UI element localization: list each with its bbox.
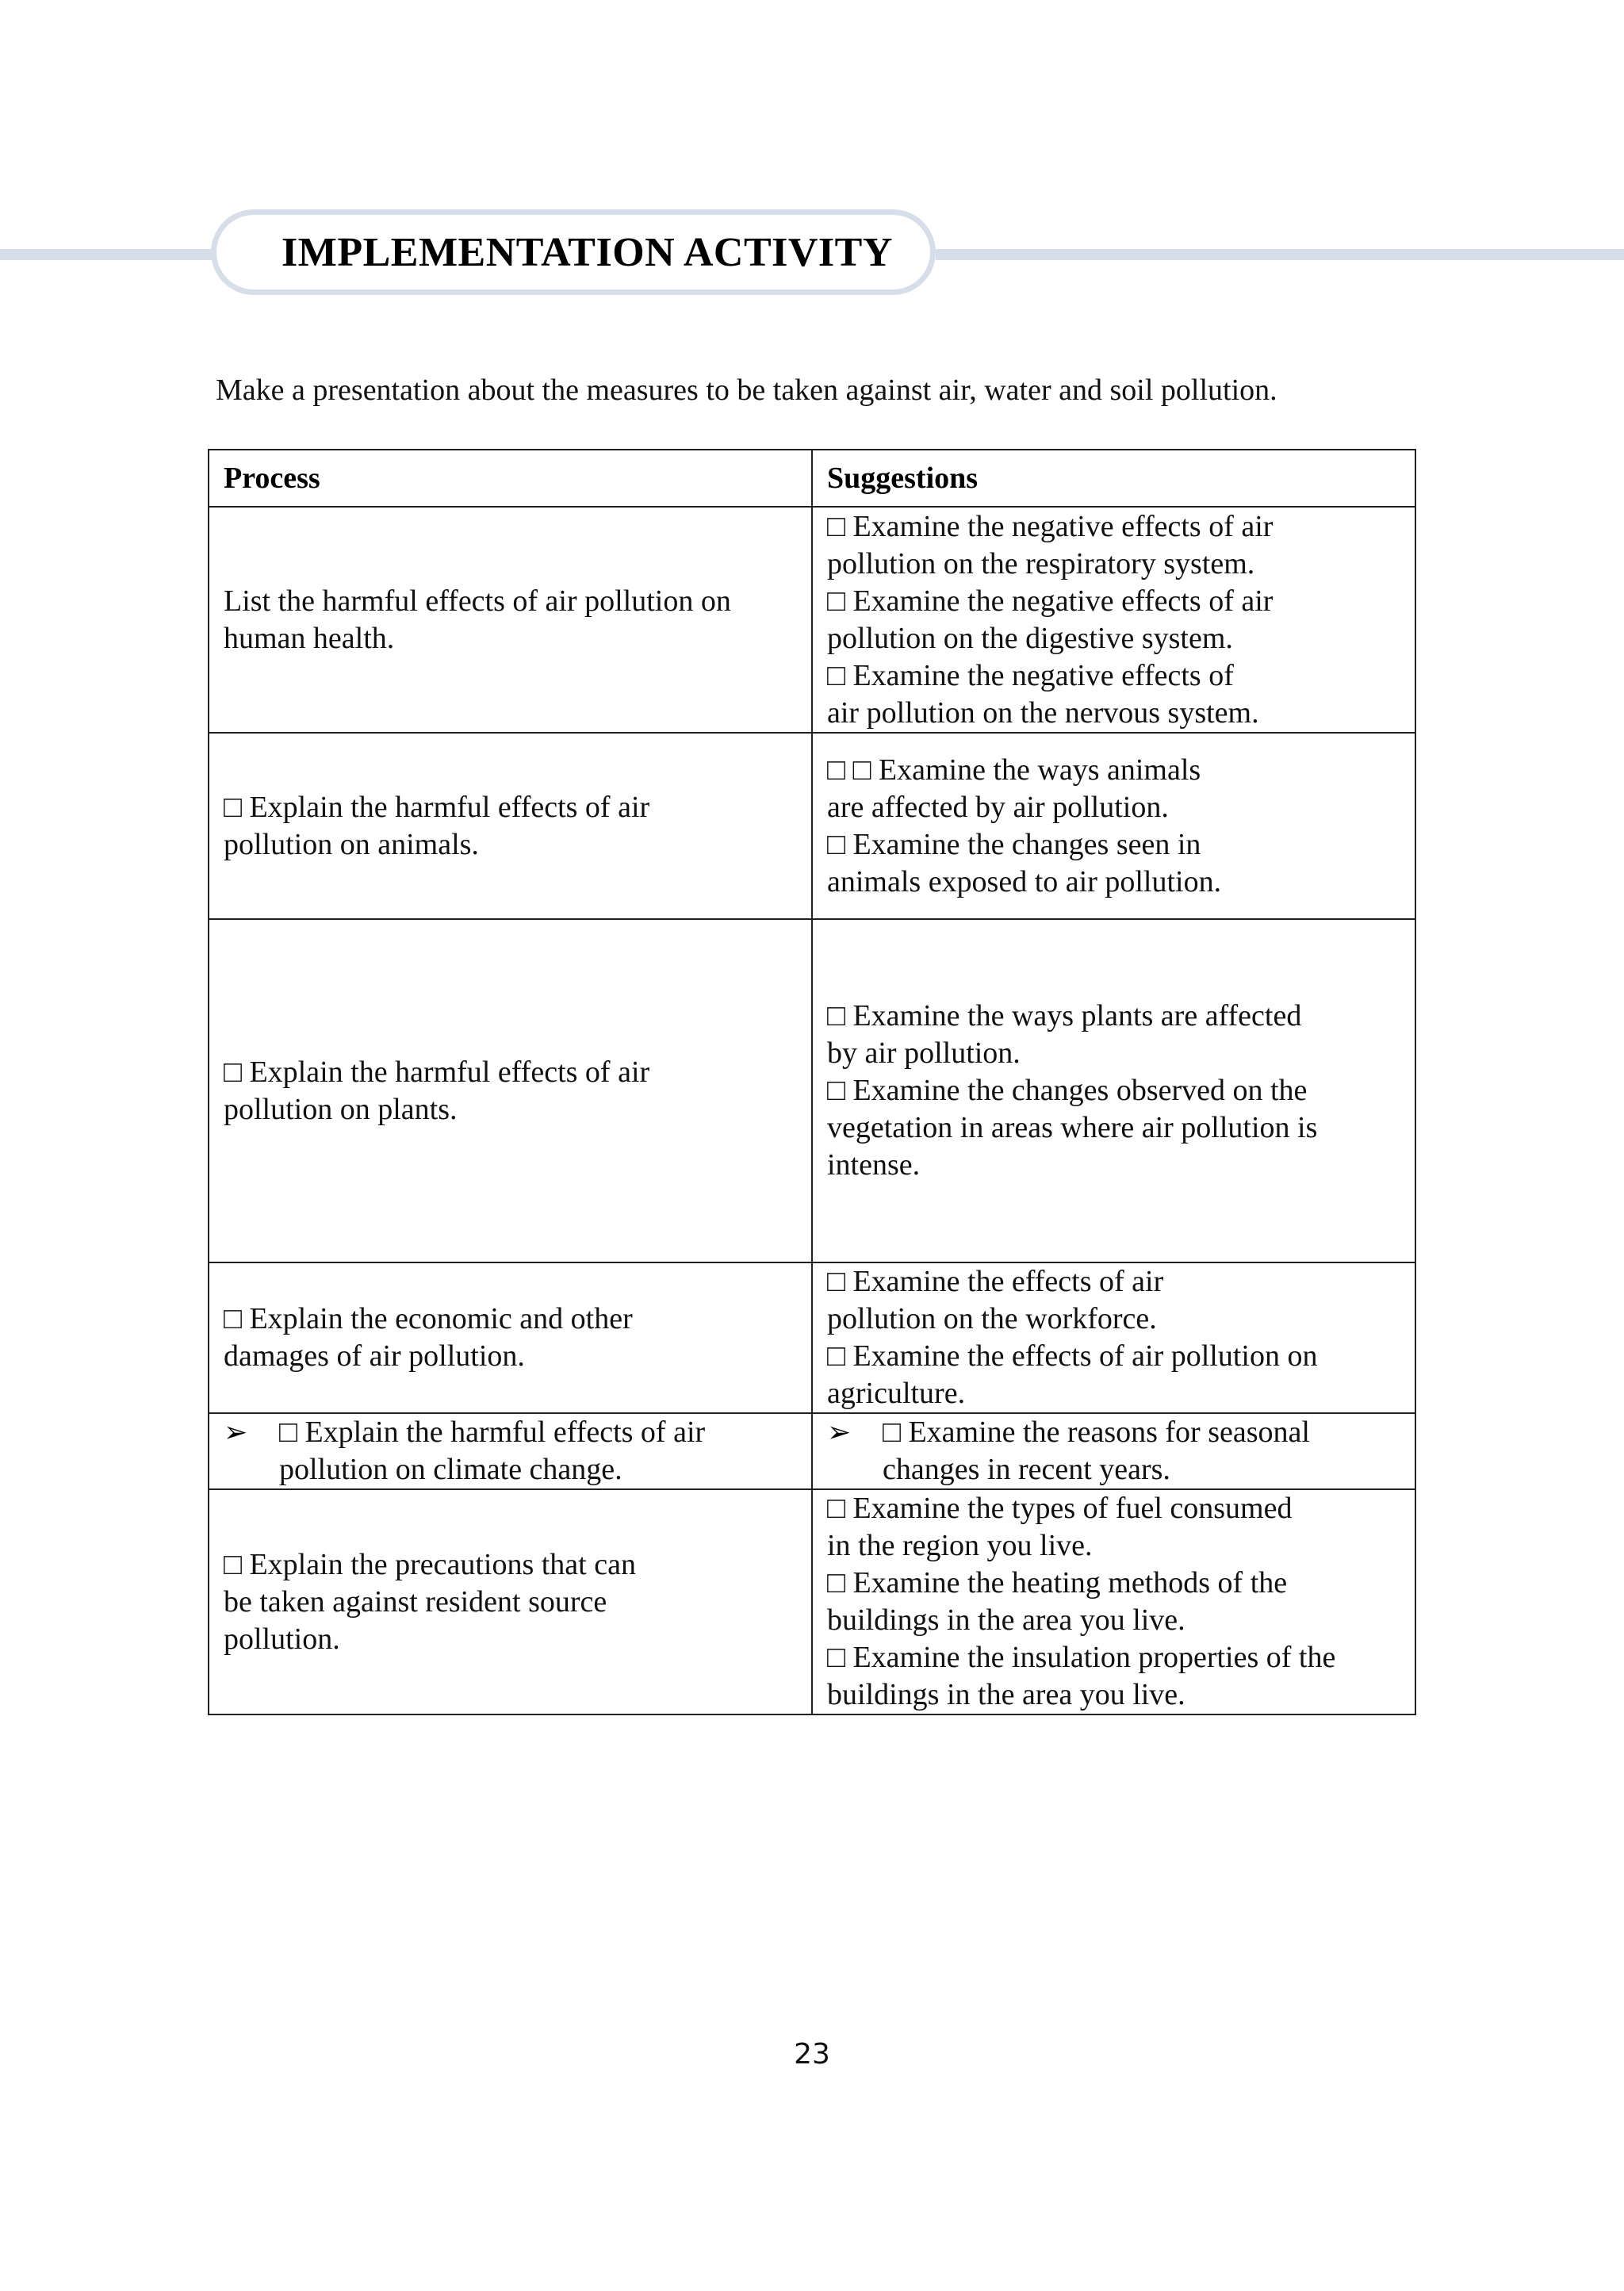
suggestions-cell: [812, 919, 1415, 1262]
process-cell: [209, 919, 812, 1262]
table-row: [209, 507, 1415, 733]
table-row: [209, 1489, 1415, 1714]
arrow-bullet-icon: ➢: [827, 1416, 852, 1448]
suggestion-line: animals exposed to air pollution.: [827, 864, 1222, 898]
suggestion-line: □ Examine the negative effects of air: [827, 509, 1274, 543]
process-line: pollution on climate change.: [279, 1453, 622, 1486]
process-cell: [209, 507, 812, 733]
suggestion-line: pollution on the workforce.: [827, 1302, 1157, 1335]
suggestion-line: intense.: [827, 1148, 921, 1182]
suggestion-line: are affected by air pollution.: [827, 790, 1169, 824]
process-cell: [209, 1413, 812, 1489]
suggestion-line: air pollution on the nervous system.: [827, 695, 1259, 730]
suggestion-line: pollution on the respiratory system.: [827, 546, 1255, 580]
suggestions-cell: [812, 1262, 1415, 1413]
process-line: pollution on animals.: [224, 827, 479, 861]
table-header-row: [209, 450, 1415, 507]
process-line: be taken against resident source: [224, 1584, 607, 1619]
suggestions-cell: [812, 733, 1415, 919]
header-suggestions: Suggestions: [812, 450, 1415, 507]
process-line: □ Explain the precautions that can: [224, 1547, 636, 1581]
process-line: □ Explain the harmful effects of air: [224, 790, 650, 824]
process-cell: [209, 1489, 812, 1714]
process-cell: [209, 1262, 812, 1413]
suggestion-line: □ Examine the changes observed on the: [827, 1074, 1308, 1107]
header-rule-left: [0, 249, 213, 260]
suggestion-line: buildings in the area you live.: [827, 1603, 1185, 1637]
suggestion-line: vegetation in areas where air pollution is: [827, 1111, 1318, 1144]
process-line: human health.: [224, 621, 395, 655]
process-line: □ Explain the harmful effects of air: [279, 1416, 706, 1449]
suggestions-cell: [812, 1489, 1415, 1714]
suggestion-line: in the region you live.: [827, 1529, 1093, 1562]
suggestion-line: □ Examine the insulation properties of the: [827, 1641, 1336, 1674]
process-cell: [209, 733, 812, 919]
suggestion-line: by air pollution.: [827, 1036, 1021, 1070]
suggestions-cell: [812, 507, 1415, 733]
suggestion-line: □ Examine the effects of air: [827, 1265, 1164, 1298]
suggestion-line: □ Examine the changes seen in: [827, 827, 1201, 861]
suggestion-line: buildings in the area you live.: [827, 1678, 1185, 1711]
suggestion-line: □ Examine the negative effects of air: [827, 584, 1274, 618]
activity-table: [208, 449, 1416, 1715]
suggestion-line: □ Examine the negative effects of: [827, 658, 1234, 692]
section-title-banner: [211, 209, 936, 295]
process-line: pollution.: [224, 1622, 340, 1656]
table-row: [209, 733, 1415, 919]
process-line: List the harmful effects of air pollution on: [224, 584, 731, 618]
suggestion-line: □ Examine the reasons for seasonal: [883, 1416, 1310, 1449]
process-line: □ Explain the harmful effects of air: [224, 1055, 650, 1089]
table-row: [209, 1262, 1415, 1413]
table-row: [209, 919, 1415, 1262]
process-line: pollution on plants.: [224, 1092, 458, 1126]
process-line: damages of air pollution.: [224, 1339, 525, 1373]
header-rule-right: [936, 249, 1624, 260]
intro-text: Make a presentation about the measures to be taken against air, water and soil pollution.: [216, 374, 1277, 407]
suggestion-line: □ Examine the ways plants are affected: [827, 999, 1302, 1032]
suggestion-line: □ Examine the heating methods of the: [827, 1566, 1288, 1599]
table-row: [209, 1413, 1415, 1489]
suggestion-line: □ Examine the types of fuel consumed: [827, 1492, 1293, 1525]
arrow-bullet-icon: ➢: [224, 1416, 248, 1448]
suggestion-line: agriculture.: [827, 1377, 966, 1410]
suggestion-line: □ Examine the effects of air pollution on: [827, 1339, 1318, 1373]
suggestions-cell: [812, 1413, 1415, 1489]
suggestion-line: pollution on the digestive system.: [827, 621, 1233, 655]
header-process: Process: [209, 450, 812, 507]
suggestion-line: changes in recent years.: [883, 1453, 1170, 1486]
process-line: □ Explain the economic and other: [224, 1302, 633, 1335]
page-number: 23: [794, 2038, 830, 2071]
section-title: IMPLEMENTATION ACTIVITY: [282, 229, 893, 275]
suggestion-line: □ □ Examine the ways animals: [827, 753, 1201, 787]
